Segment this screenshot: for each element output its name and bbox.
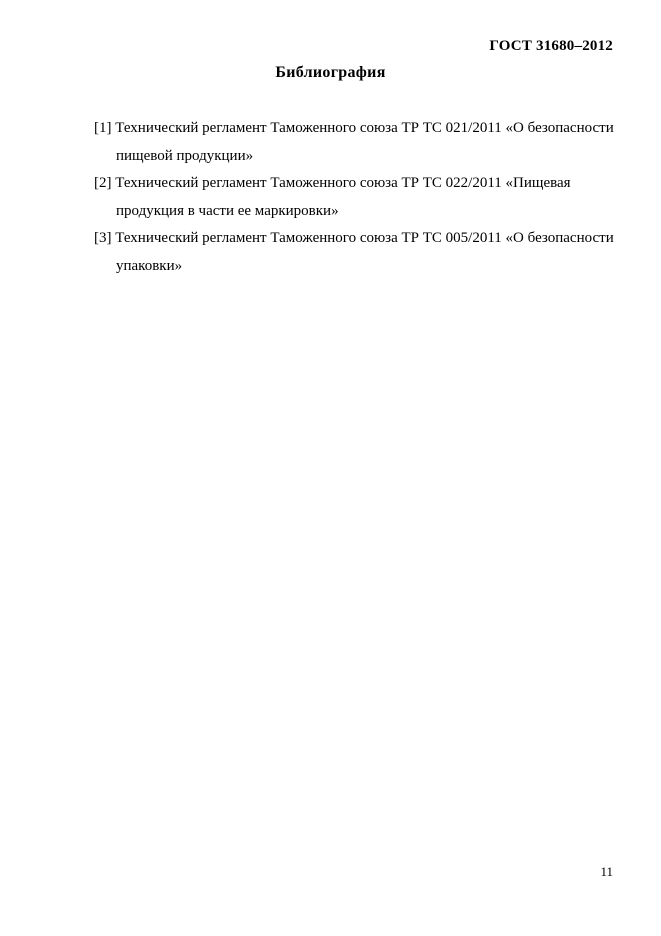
section-title: Библиография bbox=[275, 64, 386, 81]
bibliography-item: [3] Технический регламент Таможенного союза ТР ТС 005/2011 «О безопасности упаковки» bbox=[94, 230, 614, 274]
bibliography-item: [1] Технический регламент Таможенного союза ТР ТС 021/2011 «О безопасности пищевой продукции» bbox=[94, 120, 614, 164]
document-code: ГОСТ 31680–2012 bbox=[489, 38, 613, 54]
bibliography-list bbox=[94, 115, 624, 280]
page-number: 11 bbox=[600, 864, 613, 879]
bibliography-item: [2] Технический регламент Таможенного союза ТР ТС 022/2011 «Пищевая продукция в части ее маркировки» bbox=[94, 175, 571, 219]
